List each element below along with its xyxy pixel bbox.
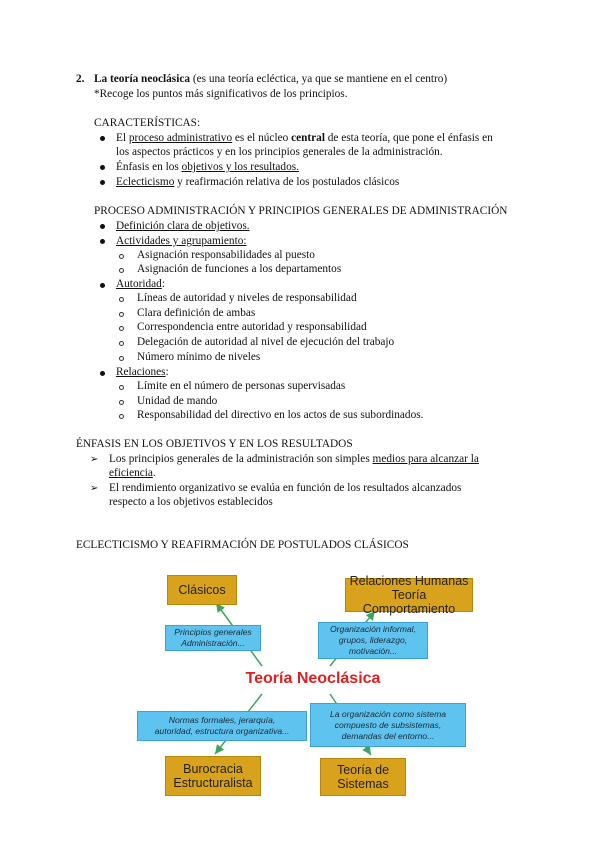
clasicos-note-box (165, 625, 261, 651)
text-span: Los principios generales de la administración son simples (109, 453, 373, 465)
proceso-item-3-sub-2: Clara definición de ambas (137, 307, 256, 319)
clasicos-box: Clásicos (167, 575, 237, 605)
teoria-neoclasica-center: Teoría Neoclásica (244, 667, 382, 691)
proceso-item-3-sub-1: Líneas de autoridad y niveles de responsabilidad (137, 292, 357, 304)
proceso-item-4-sub-1: Límite en el número de personas supervisadas (137, 380, 346, 392)
section-number: 2. (76, 73, 85, 85)
arrowhead-bullet-icon: ➢ (90, 454, 99, 465)
note-line: La organización como sistema (329, 708, 447, 719)
proceso-item-3: Autoridad: (116, 278, 165, 290)
underlined-text: Relaciones (116, 366, 166, 378)
arrowhead-bullet-icon: ➢ (90, 483, 99, 494)
proceso-item-4-sub-3: Responsabilidad del directivo en los actos de sus subordinados. (137, 409, 424, 421)
eclecticismo-heading: ECLECTICISMO Y REAFIRMACIÓN DE POSTULADOS CLÁSICOS (76, 539, 409, 551)
note-line: compuesto de subsistemas, (334, 719, 442, 730)
bold-text: central (291, 132, 325, 144)
proceso-item-3-sub-3: Correspondencia entre autoridad y responsabilidad (137, 321, 367, 333)
proceso-item-2: Actividades y agrupamiento: (116, 235, 247, 247)
note-line: autoridad, estructura organizativa... (154, 726, 290, 736)
underlined-text: Autoridad (116, 278, 162, 290)
box-line: Relaciones Humanas (349, 574, 469, 588)
text-span: Énfasis en los (116, 161, 182, 173)
caracteristicas-item-1-line-2: los aspectos prácticos y en los principios generales de la administración. (116, 146, 443, 158)
enfasis-item-2: El rendimiento organizativo se evalúa en función de los resultados alcanzados (109, 482, 462, 494)
proceso-item-1: Definición clara de objetivos. (116, 220, 250, 232)
underlined-text: objetivos y los resultados. (181, 161, 299, 173)
proceso-item-4: Relaciones: (116, 366, 169, 378)
note-line: Normas formales, jerarquía, (168, 715, 276, 725)
proceso-item-4-sub-2: Unidad de mando (137, 395, 218, 407)
text-span: El (116, 132, 129, 144)
relaciones-humanas-note-box (318, 622, 428, 659)
section-title-rest: (es una teoría ecléctica, ya que se mantiene en el centro) (190, 73, 448, 85)
proceso-heading: PROCESO ADMINISTRACIÓN Y PRINCIPIOS GENERALES DE ADMINISTRACIÓN (94, 205, 508, 217)
box-line: Burocracia (183, 762, 243, 776)
relaciones-humanas-box (345, 574, 473, 616)
text-span: de esta teoría, que pone el énfasis en (324, 132, 493, 144)
underlined-text: Eclecticismo (116, 176, 175, 188)
box-line: Sistemas (337, 777, 389, 791)
box-line: Teoría Comportamiento (362, 588, 456, 616)
text-span: y reafirmación relativa de los postulados clásicos (174, 176, 400, 188)
sistemas-note-box (310, 703, 466, 747)
proceso-item-3-sub-4: Delegación de autoridad al nivel de ejecución del trabajo (137, 336, 395, 348)
text-span: . (152, 467, 156, 479)
section-title-bold: La teoría neoclásica (94, 73, 191, 85)
sistemas-box (320, 758, 406, 796)
caracteristicas-heading: CARACTERÍSTICAS: (94, 117, 201, 129)
burocracia-box (165, 756, 261, 796)
note-line: Organización informal, (330, 624, 416, 634)
enfasis-heading: ÉNFASIS EN LOS OBJETIVOS Y EN LOS RESULTADOS (76, 438, 353, 450)
underlined-text: proceso administrativo (128, 132, 233, 144)
section-note: *Recoge los puntos más significativos de los principios. (94, 88, 348, 100)
note-line: grupos, liderazgo, (338, 635, 408, 645)
note-line: demandas del entorno... (341, 730, 435, 741)
proceso-item-2-sub-2: Asignación de funciones a los departamentos (137, 263, 342, 275)
underlined-text: eficiencia (109, 467, 153, 479)
note-line: Administración... (181, 638, 245, 648)
box-line: Teoría de (336, 763, 390, 777)
box-line: Estructuralista (173, 776, 253, 790)
enfasis-item-2-line-2: respecto a los objetivos establecidos (109, 496, 273, 508)
note-line: motivación... (348, 646, 398, 656)
text-span: es el núcleo (232, 132, 292, 144)
burocracia-note-box (137, 711, 307, 741)
note-line: Principios generales (174, 627, 252, 637)
proceso-item-3-sub-5: Número mínimo de niveles (137, 351, 261, 363)
proceso-item-2-sub-1: Asignación responsabilidades al puesto (137, 249, 315, 261)
underlined-text: medios para alcanzar la (372, 453, 479, 465)
